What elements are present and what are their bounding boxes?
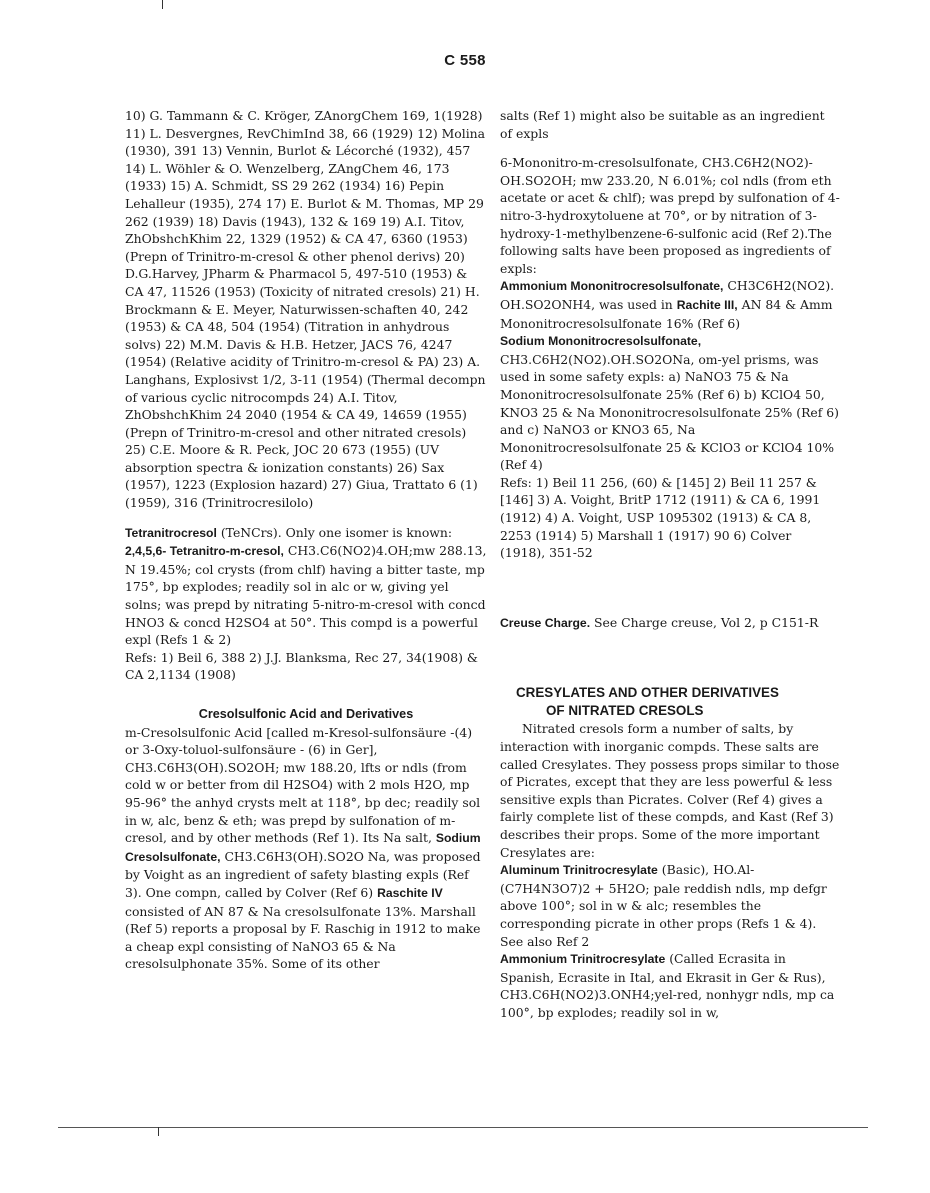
references-continued: 10) G. Tammann & C. Kröger, ZAnorgChem 169, 1(1928) 11) L. Desvergnes, RevChimInd 38, 66 (1929) 12) Molina (1930), 391 13) Vennin, Burlot & Lécorché (1932), 457 14) L. Wöhler & O. Wenzelberg, ZAngChem 46, 173 (1933) 15) A. Schmidt, SS 29 262 (1934) 16) Pepin Lehalleur (1935), 274 17) E. Burlot & M. Thomas, MP 29 262 (1939) 18) Davis (1943), 132 & 169 19) A.I. Titov, ZhObshchKhim 22, 1329 (1952) & CA 47, 6360 (1953) (Prepn of Trinitro-m-cresol & other phenol derivs) 20) D.G.Harvey, JPharm & Pharmacol 5, 497-510 (1953) & CA 47, 11526 (1953) (Toxicity of nitrated cresols) 21) H. Brockmann & E. Meyer, Naturwissen-schaften 40, 242 (1953) & CA 48, 504 (1954) (Titration in anhydrous solvs) 22) M.M. Davis & H.B. Hetzer, JACS 76, 4247 (1954) (Relative acidity of Trinitro-m-cresol & PA) 23) A. Langhans, Explosivst 1/2, 3-11 (1954) (Thermal decompn of various cyclic nitrocompds 24) A.I. Titov, ZhObshchKhim 24 2040 (1954 & CA 49, 14659 (1955) (Prepn of Trinitro-m-cresol and other nitrated cresols) 25) C.E. Moore & R. Peck, JOC 20 673 (1955) (UV absorption spectra & ionization constants) 26) Sax (1957), 1223 (Explosion hazard) 27) Giua, Trattato 6 (1) (1959), 316 (Trinitrocresilolo) — [125, 108, 486, 511]
tetranitrocresol-text: CH3.C6(NO2)4.OH;mw 288.13, N 19.45%; col crysts (from chlf) having a bitter taste, mp 175°, bp explodes; readily sol in alc or w, giving yel solns; was prepd by nitrating 5-nitro-m-cresol with concd HNO3 & concd H2SO4 at 50°. This compd is a powerful expl (Refs 1 & 2) — [125, 543, 487, 648]
tetranitrocresol-intro: (TeNCrs). Only one isomer is known: — [220, 524, 453, 540]
raschite-iii-text: AN 84 & Amm Mononitrocresolsulfonate 16% (Ref 6) — [500, 296, 833, 331]
cresolsulfonate-refs: Refs: 1) Beil 11 256, (60) & [145] 2) Beil 11 257 & [146] 3) A. Voight, BritP 1712 (1911) & CA 6, 1991 (1912) 4) A. Voight, USP 1095302 (1913) & CA 8, 2253 (1914) 5) Marshall 1 (1917) 90 6) Colver (1918), 351-52 — [500, 474, 821, 561]
top-tick-mark — [162, 0, 163, 9]
cresylates-intro: Nitrated cresols form a number of salts, by interaction with inorganic compds. These salts are called Cresylates. They possess props similar to those of Picrates, except that they are less powerful & less sensitive expls than Picrates. Colver (Ref 4) gives a fairly complete list of these compds, and Kast (Ref 3) describes their props. Some of the more important Cresylates are: — [500, 721, 840, 860]
ammonium-trinitrocresylate-text: (Called Ecrasita in Spanish, Ecrasite in Ital, and Ekrasit in Ger & Rus), CH3.C6H(NO2)3.ONH4;yel-red, nonhygr ndls, mp ca 100°, bp explodes; readily sol in w, — [500, 951, 835, 1020]
aluminum-trinitrocresylate-entry — [500, 861, 840, 950]
sodium-mononitro-entry — [500, 332, 840, 474]
raschite-iv-text: consisted of AN 87 & Na cresolsulfonate 13%. Marshall (Ref 5) reports a proposal by F. Raschig in 1912 to make a cheap expl consisting of NaNO3 65 & Na cresolsulphonate 35%. Some of its other — [125, 903, 481, 972]
ammonium-trinitrocresylate-entry — [500, 950, 840, 1021]
tetranitrocresol-heading: Tetranitrocresol — [125, 525, 217, 540]
ammonium-mononitro-entry — [500, 277, 840, 332]
right-column — [500, 107, 840, 1022]
salts-continuation: salts (Ref 1) might also be suitable as an ingredient of expls — [500, 108, 825, 141]
cresylates-heading-line2: OF NITRATED CRESOLS — [546, 703, 704, 719]
cresolsulfonic-heading: Cresolsulfonic Acid and Derivatives — [198, 707, 414, 721]
ammonium-trinitrocresylate-heading: Ammonium Trinitrocresylate — [500, 952, 666, 967]
creuse-charge-entry — [500, 614, 840, 633]
cresylates-heading — [500, 684, 840, 720]
raschite-iv-label: Raschite IV — [377, 885, 443, 900]
sodium-mononitro-heading: Sodium Mononitrocresolsulfonate, — [500, 334, 702, 349]
bottom-tick-mark — [158, 1127, 159, 1136]
page-label: C 558 — [444, 52, 486, 69]
creuse-charge-text: See Charge creuse, Vol 2, p C151-R — [594, 614, 819, 630]
aluminum-trinitrocresylate-text: (Basic), HO.Al-(C7H4N3O7)2 + 5H2O; pale reddish ndls, mp defgr above 100°; sol in w & alc; resembles the corresponding picrate in other props (Refs 1 & 4). See also Ref 2 — [500, 862, 827, 949]
creuse-charge-heading: Creuse Charge. — [500, 615, 591, 630]
cresylates-heading-line1: CRESYLATES AND OTHER DERIVATIVES — [516, 685, 779, 701]
left-column — [125, 107, 487, 973]
bottom-rule — [58, 1127, 868, 1128]
ammonium-mononitro-heading: Ammonium Mononitrocresolsulfonate, — [500, 279, 724, 294]
tetranitrocresol-entry — [125, 524, 487, 649]
mononitro-cresolsulfonate-entry: 6-Mononitro-m-cresolsulfonate, CH3.C6H2(NO2)-OH.SO2OH; mw 233.20, N 6.01%; col ndls (from eth acetate or acet & chlf); was prepd by sulfonation of 4-nitro-3-hydroxytoluene at 70°, or by nitration of 3-hydroxy-1-methylbenzene-6-sulfonic acid (Ref 2).The following salts have been proposed as ingredients of expls: — [500, 155, 840, 276]
cresolsulfonic-entry — [125, 724, 487, 973]
sodium-mononitro-text: CH3.C6H2(NO2).OH.SO2ONa, om-yel prisms, was used in some safety expls: a) NaNO3 75 & Na Mononitrocresolsulfonate 25% (Ref 6) b) KClO4 50, KNO3 25 & Na Mononitrocresolsulfonate 25% (Ref 6) and c) NaNO3 or KNO3 65, Na Mononitrocresolsulfonate 25 & KClO3 or KClO4 10% (Ref 4) — [500, 351, 839, 473]
aluminum-trinitrocresylate-heading: Aluminum Trinitrocresylate — [500, 863, 658, 878]
cresolsulfonic-text: m-Cresolsulfonic Acid [called m-Kresol-sulfonsäure -(4) or 3-Oxy-toluol-sulfonsäure - (6) in Ger], CH3.C6H3(OH).SO2OH; mw 188.20, lfts or ndls (from cold w or better from dil H2SO4) with 2 mols H2O, mp 95-96° the anhyd crysts melt at 118°, bp dec; readily sol in w, alc, benz & eth; was prepd by sulfonation of m-cresol, and by other methods (Ref 1). Its Na salt, — [125, 724, 481, 846]
raschite-iii-label: Rachite III, — [676, 297, 738, 312]
sodium-cresolsulfonate-heading: Sodium Cresolsulfonate, — [125, 831, 481, 864]
ammonium-mononitro-text: CH3C6H2(NO2). OH.SO2ONH4, was used in — [500, 278, 835, 312]
sodium-cresolsulfonate-text: CH3.C6H3(OH).SO2O Na, was proposed by Voight as an ingredient of safety blasting expls (Ref 3). One compn, called by Colver (Ref 6) — [125, 848, 481, 900]
tetranitro-m-cresol-subheading: 2,4,5,6- Tetranitro-m-cresol, — [125, 544, 284, 559]
tetranitrocresol-refs: Refs: 1) Beil 6, 388 2) J.J. Blanksma, Rec 27, 34(1908) & CA 2,1134 (1908) — [125, 649, 478, 683]
